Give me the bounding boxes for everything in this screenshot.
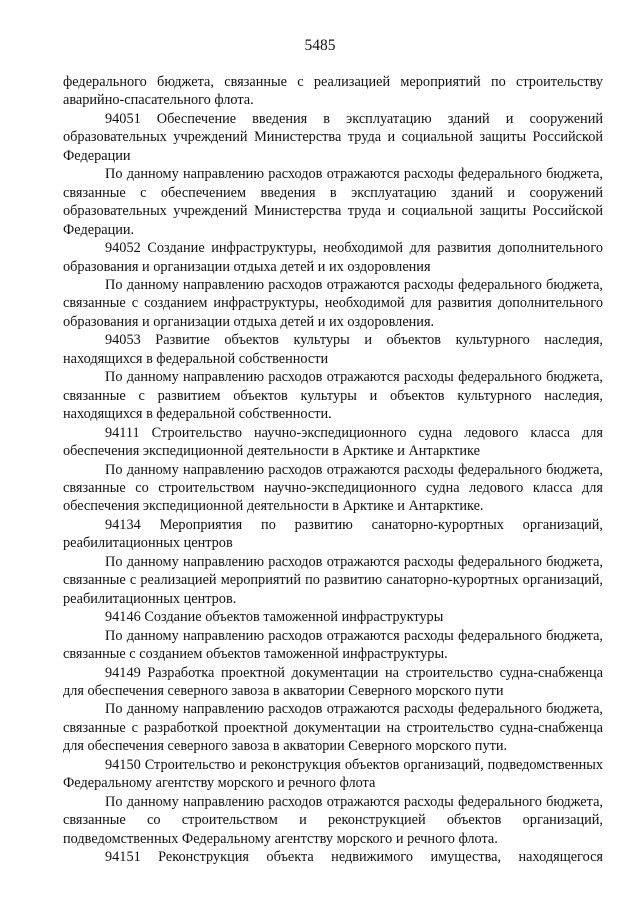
paragraph-continuation: федерального бюджета, связанные с реализацией мероприятий по строительству аварийно-спасательного флота. <box>63 74 603 109</box>
page-number: 5485 <box>304 37 336 54</box>
section-description-94134: По данному направлению расходов отражаются расходы федерального бюджета, связанные с реализацией мероприятий по развитию санаторно-курортных организаций, реабилитационных центров. <box>63 553 603 607</box>
section-description-94146: По данному направлению расходов отражаются расходы федерального бюджета, связанные с созданием объектов таможенной инфраструктуры. <box>63 627 603 663</box>
section-heading-94134: 94134 Мероприятия по развитию санаторно-курортных организаций, реабилитационных центров <box>63 516 603 552</box>
section-heading-94052: 94052 Создание инфраструктуры, необходимой для развития дополнительного образования и организации отдыха детей и их оздоровления <box>63 240 603 275</box>
section-heading-94053: 94053 Развитие объектов культуры и объектов культурного наследия, находящихся в федеральной собственности <box>63 332 603 367</box>
section-heading-94149: 94149 Разработка проектной документации на строительство судна-снабженца для обеспечения северного завоза в акватории Северного морского пути <box>63 664 603 699</box>
section-description-94150: По данному направлению расходов отражаются расходы федерального бюджета, связанные со строительством и реконструкцией объектов организаций, подведомственных Федеральному агентству морского и речного флота. <box>63 793 603 847</box>
section-heading-94151: 94151 Реконструкция объекта недвижимого имущества, находящегося <box>105 849 603 866</box>
section-heading-94051: 94051 Обеспечение введения в эксплуатацию зданий и сооружений образовательных учреждений Министерства труда и социальной защиты Российской Федерации <box>63 110 603 164</box>
section-description-94052: По данному направлению расходов отражаются расходы федерального бюджета, связанные с созданием инфраструктуры, необходимой для развития дополнительного образования и организации отдыха детей и их оздоровления. <box>63 276 603 330</box>
section-description-94051: По данному направлению расходов отражаются расходы федерального бюджета, связанные с обеспечением введения в эксплуатацию зданий и сооружений образовательных учреждений Министерства труда и социальной защиты Российской Федерации. <box>63 166 603 238</box>
section-description-94149: По данному направлению расходов отражаются расходы федерального бюджета, связанные с разработкой проектной документации на строительство судна-снабженца для обеспечения северного завоза в акватории Северного морского пути. <box>63 701 603 755</box>
section-heading-94146: 94146 Создание объектов таможенной инфраструктуры <box>105 609 444 626</box>
section-description-94111: По данному направлению расходов отражаются расходы федерального бюджета, связанные со строительством научно-экспедиционного судна ледового класса для обеспечения экспедиционной деятельности в Арктике и Антарктике. <box>63 461 603 515</box>
section-heading-94111: 94111 Строительство научно-экспедиционного судна ледового класса для обеспечения экспедиционной деятельности в Арктике и Антарктике <box>63 424 603 460</box>
section-heading-94150: 94150 Строительство и реконструкция объектов организаций, подведомственных Федеральному агентству морского и речного флота <box>63 756 603 792</box>
section-description-94053: По данному направлению расходов отражаются расходы федерального бюджета, связанные с развитием объектов культуры и объектов культурного наследия, находящихся в федеральной собственности. <box>63 369 603 423</box>
document-body <box>63 73 603 866</box>
